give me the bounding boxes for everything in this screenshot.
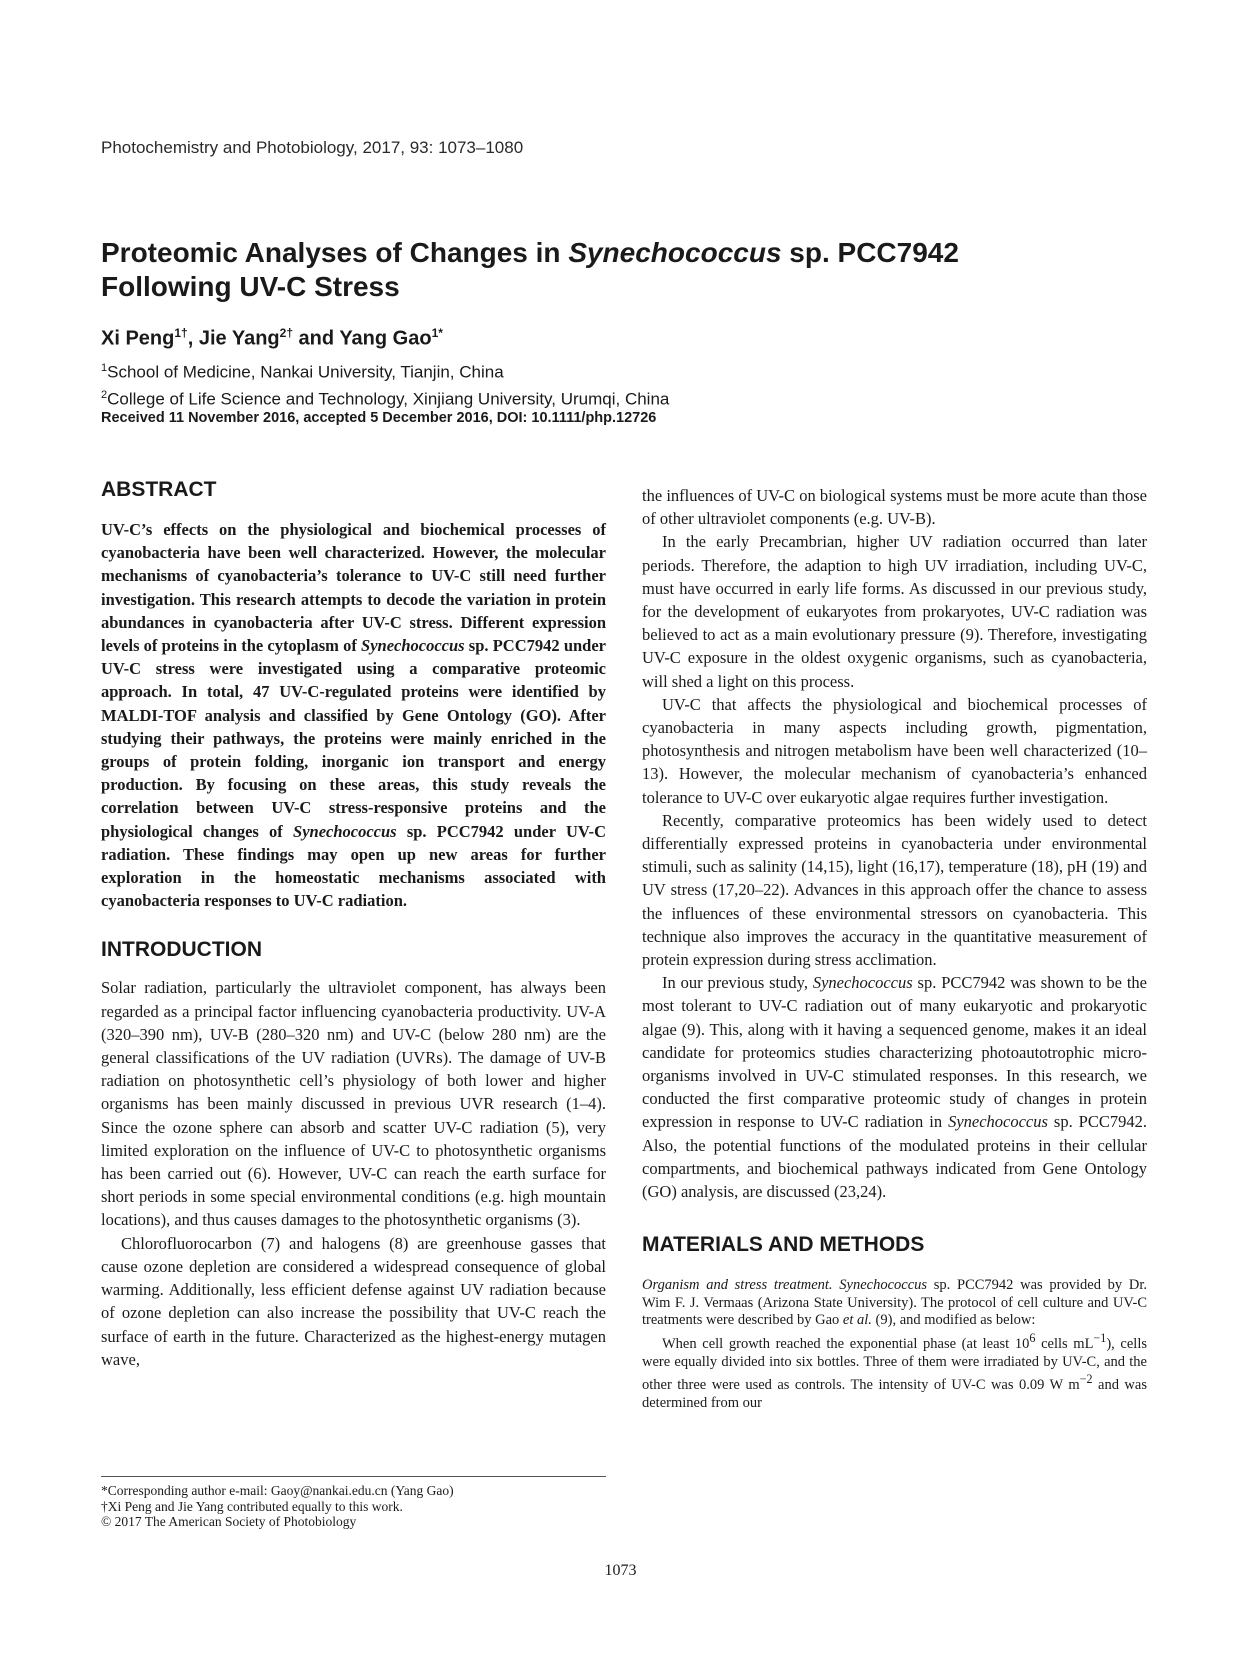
title-italic: Synechococcus — [568, 237, 782, 268]
intro-paragraph: UV-C that affects the physiological and biochemical processes of cyanobacteria in many aspects including growth, pigmentation, photosynthesis and nitrogen metabolism have been well characterized (10–13). However, the molecular mechanism of cyanobacteria’s enhanced tolerance to UV-C over eukaryotic algae requires further investigation. — [642, 694, 1147, 807]
page-number: 1073 — [604, 1562, 637, 1579]
article-title — [101, 236, 1101, 304]
intro-paragraph — [642, 971, 1147, 1203]
intro-paragraph: Chlorofluorocarbon (7) and halogens (8) are greenhouse gasses that cause ozone depletion are considered a widespread consequence of global warming. Additionally, less efficient defense against UV radiation because of ozone depletion can also increase the possibility that UV-C reach the surface of earth in the future. Characterized as the highest-energy mutagen wave, — [101, 1233, 606, 1369]
methods-paragraph — [642, 1277, 1147, 1330]
affiliation-text: School of Medicine, Nankai University, Tianjin, China — [107, 362, 504, 382]
abstract-text — [101, 518, 606, 912]
methods-heading: MATERIALS AND METHODS — [642, 1233, 925, 1257]
footnote: †Xi Peng and Jie Yang contributed equally to this work. — [101, 1498, 403, 1514]
methods-italic: et al. — [842, 1312, 872, 1329]
author-list — [101, 326, 443, 351]
abstract-part: UV-C’s effects on the physiological and biochemical processes of cyanobacteria have been well characterized. However, the molecular mechanisms of cyanobacteria’s tolerance to UV-C still need further investigation. This research attempts to decode the variation in protein abundances in cyanobacteria after UV-C stress. Different expression levels of proteins in the cytoplasm of — [101, 520, 606, 656]
methods-sup: −2 — [1079, 1372, 1093, 1387]
affiliation-text: College of Life Science and Technology, Xinjiang University, Urumqi, China — [107, 389, 670, 409]
author-affil-mark: 2† — [279, 326, 293, 340]
intro-part: sp. PCC7942. Also, the potential functions of the modulated proteins in their cellular compartments, and biochemical pathways indicated from Gene Ontology (GO) analysis, are discussed (23,24). — [642, 1112, 1147, 1202]
title-line2: Following UV-C Stress — [101, 271, 400, 302]
methods-part: When cell growth reached the exponential phase (at least 10 — [662, 1335, 1030, 1352]
title-part: Proteomic Analyses of Changes in — [101, 237, 569, 268]
intro-paragraph: In the early Precambrian, higher UV radiation occurred than later periods. Therefore, the adaption to high UV irradiation, including UV-C, must have occurred in early life forms. As discussed in our previous study, for the development of eukaryotes from prokaryotes, UV-C radiation was believed to act as a main evolutionary pressure (9). Therefore, investigating UV-C exposure in the oldest oxygenic organisms, such as cyanobacteria, will shed a light on this process. — [642, 532, 1147, 691]
intro-italic: Synechococcus — [948, 1112, 1048, 1132]
methods-part: and was determined from our — [642, 1376, 1147, 1411]
title-part: sp. PCC7942 — [781, 237, 959, 268]
methods-paragraph — [642, 1330, 1147, 1412]
footnotes — [101, 1476, 606, 1530]
abstract-part: sp. PCC7942 under UV-C radiation. These findings may open up new areas for further exploration in the homeostatic mechanisms associated with cyanobacteria responses to UV-C radiation. — [101, 821, 606, 911]
author-name: Jie Yang — [198, 327, 280, 350]
introduction-heading: INTRODUCTION — [101, 938, 262, 962]
footnote: *Corresponding author e-mail: Gaoy@nankai.edu.cn (Yang Gao) — [101, 1483, 454, 1498]
abstract-part: sp. PCC7942 under UV-C stress were investigated using a comparative proteomic approach. In total, 47 UV-C-regulated proteins were identified by MALDI-TOF analysis and classified by Gene Ontology (GO). After studying their pathways, the proteins were mainly enriched in the groups of protein folding, inorganic ion transport and energy production. By focusing on these areas, this study reveals the correlation between UV-C stress-responsive proteins and the physiological changes of — [101, 636, 606, 841]
intro-paragraph: Solar radiation, particularly the ultraviolet component, has always been regarded as a principal factor influencing cyanobacteria productivity. UV-A (320–390 nm), UV-B (280–320 nm) and UV-C (below 280 nm) are the general classifications of the UV radiation (UVRs). The damage of UV-B radiation on photosynthetic cell’s physiology of both lower and higher organisms has been mainly discussed in previous UVR research (1–4). Since the ozone sphere can absorb and scatter UV-C radiation (5), very limited exploration on the influence of UV-C to photosynthetic organisms has been carried out (6). However, UV-C can reach the earth surface for short periods in some special environmental conditions (e.g. high mountain locations), and thus causes damages to the photosynthetic organisms (3). — [101, 978, 606, 1230]
methods-part: (9), and modified as below: — [871, 1312, 1036, 1329]
right-column — [642, 478, 1147, 1412]
intro-italic: Synechococcus — [812, 973, 913, 993]
affiliation-line — [101, 384, 669, 411]
methods-part: sp. PCC7942 was provided by Dr. Wim F. J. Vermaas (Arizona State University). The protocol of cell culture and UV-C treatments were described by Gao — [642, 1277, 1148, 1329]
left-column — [101, 478, 606, 1371]
abstract-italic: Synechococcus — [361, 636, 465, 656]
abstract-italic: Synechococcus — [293, 821, 397, 841]
intro-part: In our previous study, — [662, 973, 813, 993]
author-name: Xi Peng — [101, 327, 175, 350]
author-name: Yang Gao — [339, 327, 432, 350]
methods-sup: −1 — [1093, 1331, 1107, 1346]
received-dates-doi: Received 11 November 2016, accepted 5 December 2016, DOI: 10.1111/php.12726 — [101, 410, 657, 426]
affiliation-mark: 1 — [101, 362, 108, 374]
author-affil-mark: 1† — [174, 326, 188, 340]
footnote: © 2017 The American Society of Photobiology — [101, 1514, 357, 1529]
author-separator: and — [293, 327, 340, 350]
author-affil-mark: 1* — [431, 326, 443, 340]
intro-paragraph-continued: the influences of UV-C on biological systems must be more acute than those of other ultraviolet components (e.g. UV-B). — [642, 486, 1147, 529]
author-separator: , — [187, 327, 199, 350]
methods-part: ), cells were equally divided into six bottles. Three of them were irradiated by UV-C, and the other three were used as controls. The intensity of UV-C was 0.09 W m — [642, 1335, 1147, 1393]
affiliation-line — [101, 357, 669, 384]
intro-paragraph: Recently, comparative proteomics has been widely used to detect differentially expressed proteins in cyanobacteria under environmental stimuli, such as salinity (14,15), light (16,17), temperature (18), pH (19) and UV stress (17,20–22). Advances in this approach offer the chance to assess the influences of these environmental stressors on cyanobacteria. This technique also improves the accuracy in the quantitative measurement of protein expression during stress acclimation. — [642, 810, 1147, 970]
abstract-heading: ABSTRACT — [101, 478, 217, 501]
methods-part: cells mL — [1035, 1335, 1094, 1352]
methods-run-in-label: Organism and stress treatment. — [642, 1277, 833, 1294]
methods-sup: 6 — [1029, 1331, 1036, 1346]
intro-part: sp. PCC7942 was shown to be the most tolerant to UV-C radiation out of many eukaryotic and prokaryotic algae (9). This, along with it having a sequenced genome, makes it an ideal candidate for proteomics studies characterizing photoautotrophic micro-organisms involved in UV-C stimulated responses. In this research, we conducted the first comparative proteomic study of changes in protein expression in response to UV-C radiation in — [642, 973, 1147, 1132]
journal-citation: Photochemistry and Photobiology, 2017, 93: 1073–1080 — [101, 138, 524, 157]
affiliations — [101, 357, 669, 410]
methods-italic: Synechococcus — [839, 1277, 928, 1294]
affiliation-mark: 2 — [101, 388, 108, 401]
